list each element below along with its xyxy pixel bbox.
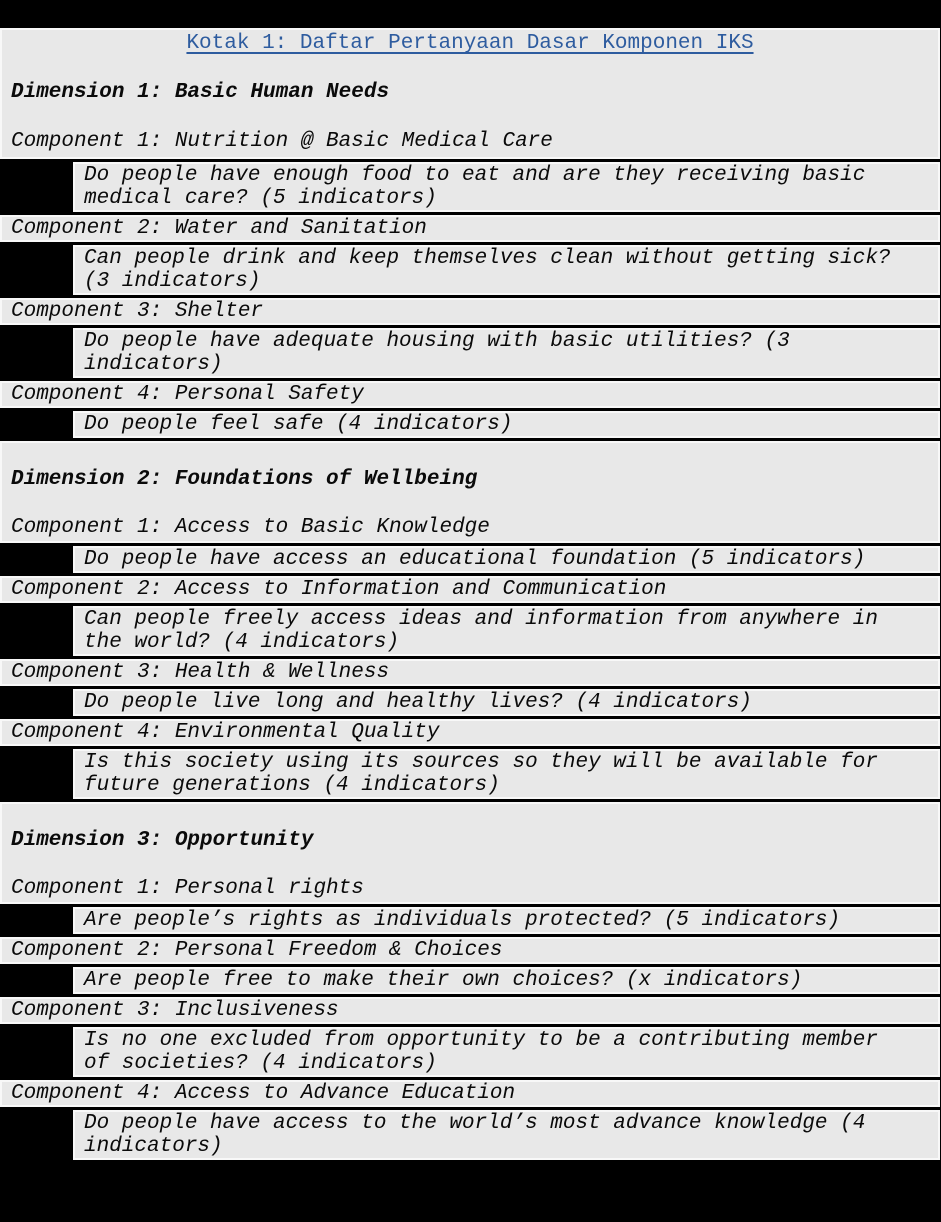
- table-header-cell: [2, 30, 938, 157]
- component-header-row: Component 3: Health & Wellness: [2, 661, 938, 684]
- blank-line: [2, 853, 938, 877]
- question-row: Are people’s rights as individuals protected? (5 indicators): [75, 909, 938, 932]
- component-header-row: Component 3: Shelter: [2, 300, 938, 323]
- blank-line: [2, 57, 938, 82]
- question-row: Is no one excluded from opportunity to be a contributing member of societies? (4 indicators): [75, 1029, 938, 1075]
- dimension-heading: Dimension 3: Opportunity: [11, 828, 314, 852]
- component-heading: Component 1: Personal rights: [11, 876, 364, 900]
- component-header-row: Component 4: Personal Safety: [2, 383, 938, 406]
- question-row: Is this society using its sources so they will be available for future generations (4 indicators): [75, 751, 938, 797]
- blank-line: [2, 106, 938, 131]
- question-row: Can people freely access ideas and information from anywhere in the world? (4 indicators): [75, 608, 938, 654]
- component-header-row: Component 4: Access to Advance Education: [2, 1082, 938, 1105]
- kotak-box-table: [2, 30, 938, 1158]
- component-heading: Component 1: Nutrition @ Basic Medical Care: [11, 130, 553, 153]
- blank-line: [2, 492, 938, 516]
- component-heading: Component 1: Access to Basic Knowledge: [11, 515, 490, 539]
- question-row: Do people feel safe (4 indicators): [75, 413, 938, 436]
- component-header-row: Component 2: Personal Freedom & Choices: [2, 939, 938, 962]
- question-row: Do people have enough food to eat and are they receiving basic medical care? (5 indicators): [75, 164, 938, 210]
- question-row: Do people have access an educational foundation (5 indicators): [75, 548, 938, 571]
- blank-line: [2, 805, 938, 829]
- component-header-row: Component 2: Water and Sanitation: [2, 217, 938, 240]
- question-row: Do people have access to the world’s most advance knowledge (4 indicators): [75, 1112, 938, 1158]
- component-header-row: Component 3: Inclusiveness: [2, 999, 938, 1022]
- component-header-row: Component 4: Environmental Quality: [2, 721, 938, 744]
- blank-line: [2, 444, 938, 468]
- dimension-header-cell: [2, 804, 938, 902]
- dimension-header-cell: [2, 443, 938, 541]
- box-title-link[interactable]: Kotak 1: Daftar Pertanyaan Dasar Komponen IKS: [186, 32, 754, 55]
- question-row: Do people live long and healthy lives? (4 indicators): [75, 691, 938, 714]
- question-row: Do people have adequate housing with basic utilities? (3 indicators): [75, 330, 938, 376]
- component-header-row: Component 2: Access to Information and Communication: [2, 578, 938, 601]
- question-row: Are people free to make their own choices? (x indicators): [75, 969, 938, 992]
- dimension-heading: Dimension 2: Foundations of Wellbeing: [11, 467, 478, 491]
- title-line: [2, 32, 938, 57]
- dimension-heading: Dimension 1: Basic Human Needs: [11, 81, 390, 104]
- question-row: Can people drink and keep themselves clean without getting sick? (3 indicators): [75, 247, 938, 293]
